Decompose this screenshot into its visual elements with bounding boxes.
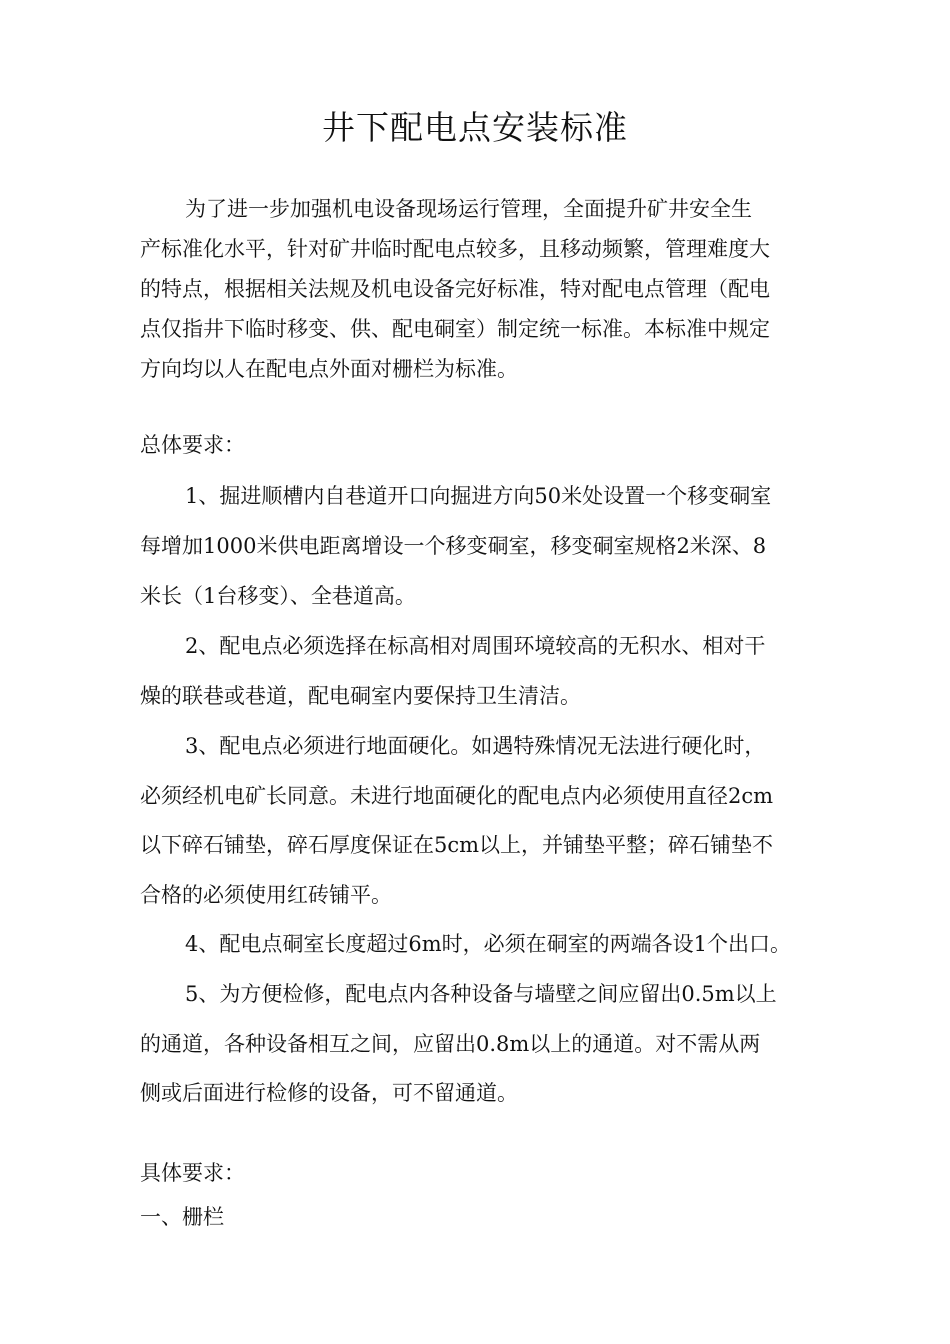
item-1-line: 每增加1000米供电距离增设一个移变硐室，移变硐室规格2米深、8 [140, 534, 767, 558]
intro-line: 方向均以人在配电点外面对栅栏为标准。 [140, 357, 518, 381]
intro-line: 为了进一步加强机电设备现场运行管理，全面提升矿井安全生 [185, 197, 752, 221]
item-5-line: 的通道，各种设备相互之间，应留出0.8m以上的通道。对不需从两 [140, 1032, 761, 1056]
intro-line: 点仅指井下临时移变、供、配电硐室）制定统一标准。本标准中规定 [140, 317, 770, 341]
item-3-line: 合格的必须使用红砖铺平。 [140, 883, 392, 907]
document-title: 井下配电点安装标准 [322, 108, 628, 147]
item-3-line: 必须经机电矿长同意。未进行地面硬化的配电点内必须使用直径2cm [140, 784, 774, 808]
intro-line: 产标准化水平，针对矿井临时配电点较多，且移动频繁，管理难度大 [140, 237, 770, 261]
item-3-line: 以下碎石铺垫，碎石厚度保证在5cm以上，并铺垫平整；碎石铺垫不 [140, 833, 774, 857]
item-2-line: 2、配电点必须选择在标高相对周围环境较高的无积水、相对干 [185, 634, 766, 658]
section-1-heading: 一、栅栏 [140, 1205, 224, 1229]
item-2-line: 燥的联巷或巷道，配电硐室内要保持卫生清洁。 [140, 684, 581, 708]
general-requirements-heading: 总体要求： [140, 433, 245, 457]
item-1-line: 米长（1台移变）、全巷道高。 [140, 584, 416, 608]
intro-line: 的特点，根据相关法规及机电设备完好标准，特对配电点管理（配电 [140, 277, 770, 301]
specific-requirements-heading: 具体要求： [140, 1161, 245, 1185]
item-5-line: 5、为方便检修，配电点内各种设备与墙壁之间应留出0.5m以上 [185, 982, 777, 1006]
item-1-line: 1、掘进顺槽内自巷道开口向掘进方向50米处设置一个移变硐室 [185, 484, 772, 508]
item-5-line: 侧或后面进行检修的设备，可不留通道。 [140, 1081, 518, 1105]
item-4-line: 4、配电点硐室长度超过6m时，必须在硐室的两端各设1个出口。 [185, 932, 791, 956]
item-3-line: 3、配电点必须进行地面硬化。如遇特殊情况无法进行硬化时， [185, 734, 766, 758]
